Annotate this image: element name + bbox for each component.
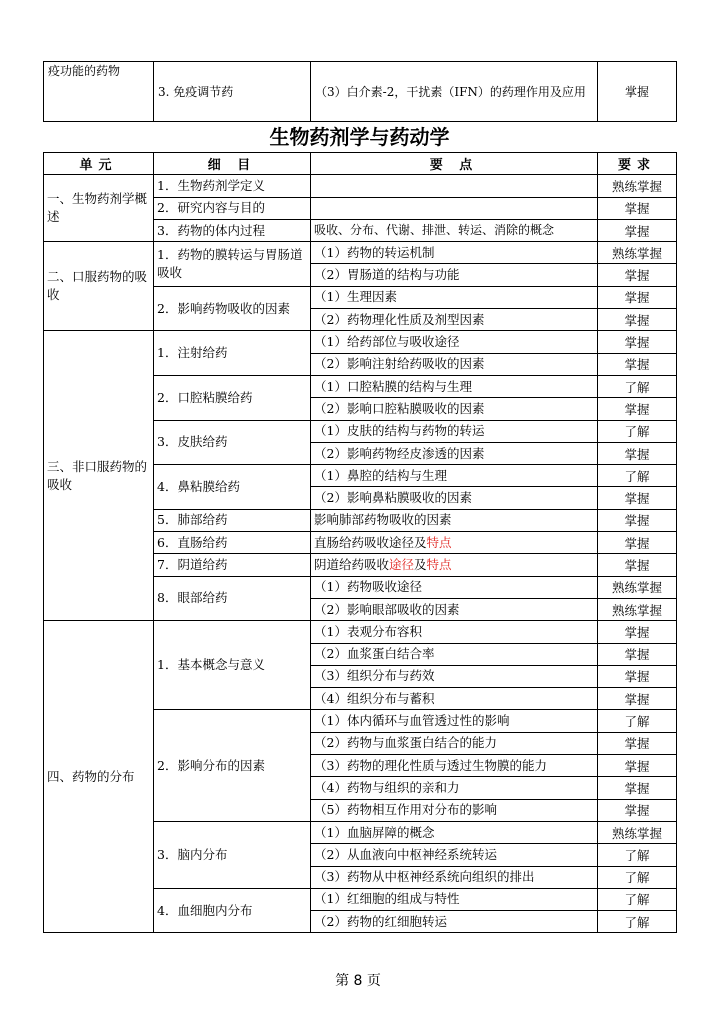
point-cell: （2）胃肠道的结构与功能 (311, 264, 598, 286)
requirement-cell: 熟练掌握 (598, 175, 677, 197)
unit-cell: 三、非口服药物的吸收 (44, 331, 154, 621)
requirement-cell: 了解 (598, 844, 677, 866)
point-cell: （2）从血液向中枢神经系统转运 (311, 844, 598, 866)
point-cell: （3）白介素-2，干扰素（IFN）的药理作用及应用 (311, 62, 598, 122)
detail-cell: 2．口腔粘膜给药 (154, 375, 311, 420)
point-cell: （3）组织分布与药效 (311, 665, 598, 687)
point-text: 及 (414, 556, 427, 572)
point-cell: （3）药物从中枢神经系统向组织的排出 (311, 866, 598, 888)
requirement-cell: 了解 (598, 710, 677, 732)
point-cell: （2）药物理化性质及剂型因素 (311, 309, 598, 331)
point-cell: （2）影响口腔粘膜吸收的因素 (311, 398, 598, 420)
requirement-cell: 了解 (598, 866, 677, 888)
highlighted-text: 特点 (426, 556, 452, 572)
point-cell: （2）血浆蛋白结合率 (311, 643, 598, 665)
point-cell: （1）皮肤的结构与药物的转运 (311, 420, 598, 442)
requirement-cell: 掌握 (598, 197, 677, 219)
point-cell: 影响肺部药物吸收的因素 (311, 509, 598, 531)
detail-cell: 6．直肠给药 (154, 532, 311, 554)
point-cell: （1）口腔粘膜的结构与生理 (311, 375, 598, 397)
requirement-cell: 掌握 (598, 509, 677, 531)
detail-cell: 1．药物的膜转运与胃肠道吸收 (154, 242, 311, 287)
unit-cell: 二、口服药物的吸收 (44, 242, 154, 331)
point-cell: （4）组织分布与蓄积 (311, 688, 598, 710)
requirement-cell: 了解 (598, 420, 677, 442)
detail-cell: 2．影响分布的因素 (154, 710, 311, 821)
point-cell: （2）影响注射给药吸收的因素 (311, 353, 598, 375)
requirement-cell: 了解 (598, 911, 677, 933)
point-cell: （1）药物的转运机制 (311, 242, 598, 264)
requirement-cell: 掌握 (598, 487, 677, 509)
point-cell: （1）表观分布容积 (311, 621, 598, 643)
point-cell: （1）生理因素 (311, 286, 598, 308)
syllabus-table (43, 152, 677, 933)
detail-cell: 5．肺部给药 (154, 509, 311, 531)
point-cell: （3）药物的理化性质与透过生物膜的能力 (311, 755, 598, 777)
point-cell: （2）影响药物经皮渗透的因素 (311, 442, 598, 464)
previous-section-table (43, 61, 677, 122)
point-cell-rectal (311, 532, 598, 554)
requirement-cell: 掌握 (598, 353, 677, 375)
requirement-cell: 熟练掌握 (598, 242, 677, 264)
detail-cell: 3．药物的体内过程 (154, 219, 311, 241)
requirement-cell: 了解 (598, 375, 677, 397)
requirement-cell: 掌握 (598, 554, 677, 576)
page-number: 第 8 页 (335, 973, 381, 989)
requirement-cell: 掌握 (598, 331, 677, 353)
requirement-cell: 熟练掌握 (598, 598, 677, 620)
requirement-cell: 掌握 (598, 665, 677, 687)
unit-cell: 四、药物的分布 (44, 621, 154, 933)
detail-cell: 4．血细胞内分布 (154, 888, 311, 933)
requirement-cell: 掌握 (598, 532, 677, 554)
point-cell (311, 197, 598, 219)
point-cell: （1）体内循环与血管透过性的影响 (311, 710, 598, 732)
detail-cell: 3．皮肤给药 (154, 420, 311, 465)
detail-cell: 7．阴道给药 (154, 554, 311, 576)
detail-cell: 3. 免疫调节药 (154, 62, 311, 122)
detail-cell: 2．研究内容与目的 (154, 197, 311, 219)
point-cell: （2）药物与血浆蛋白结合的能力 (311, 732, 598, 754)
requirement-cell: 掌握 (598, 688, 677, 710)
header-unit: 单元 (44, 153, 154, 175)
requirement-cell: 熟练掌握 (598, 576, 677, 598)
requirement-cell: 熟练掌握 (598, 821, 677, 843)
unit-cell: 一、生物药剂学概述 (44, 175, 154, 242)
detail-cell: 4．鼻粘膜给药 (154, 465, 311, 510)
detail-cell: 1．注射给药 (154, 331, 311, 376)
requirement-cell: 掌握 (598, 442, 677, 464)
point-cell: （1）鼻腔的结构与生理 (311, 465, 598, 487)
detail-cell: 3．脑内分布 (154, 821, 311, 888)
point-cell: （1）药物吸收途径 (311, 576, 598, 598)
point-cell (311, 175, 598, 197)
header-detail: 细 目 (154, 153, 311, 175)
requirement-cell: 掌握 (598, 643, 677, 665)
detail-cell: 1．基本概念与意义 (154, 621, 311, 710)
requirement-cell: 掌握 (598, 799, 677, 821)
highlighted-text: 途径 (389, 556, 415, 572)
point-cell: （5）药物相互作用对分布的影响 (311, 799, 598, 821)
highlighted-text: 特点 (426, 534, 452, 550)
point-cell: （1）血脑屏障的概念 (311, 821, 598, 843)
unit-cell: 疫功能的药物 (44, 62, 154, 122)
requirement-cell: 掌握 (598, 309, 677, 331)
detail-cell: 2．影响药物吸收的因素 (154, 286, 311, 331)
requirement-cell: 掌握 (598, 755, 677, 777)
detail-cell: 1．生物药剂学定义 (154, 175, 311, 197)
requirement-cell: 掌握 (598, 398, 677, 420)
point-text: 直肠给药吸收途径及 (314, 534, 427, 550)
requirement-cell: 掌握 (598, 777, 677, 799)
header-requirement: 要求 (598, 153, 677, 175)
point-cell: （2）影响鼻粘膜吸收的因素 (311, 487, 598, 509)
section-title: 生物药剂学与药动学 (269, 125, 450, 149)
requirement-cell: 了解 (598, 888, 677, 910)
requirement-cell: 掌握 (598, 621, 677, 643)
point-cell: （1）红细胞的组成与特性 (311, 888, 598, 910)
point-cell: 吸收、分布、代谢、排泄、转运、消除的概念 (311, 219, 598, 241)
point-text: 阴道给药吸收 (314, 556, 390, 572)
header-point: 要 点 (311, 153, 598, 175)
requirement-cell: 掌握 (598, 732, 677, 754)
point-cell: （1）给药部位与吸收途径 (311, 331, 598, 353)
requirement-cell: 掌握 (598, 62, 677, 122)
requirement-cell: 掌握 (598, 219, 677, 241)
requirement-cell: 了解 (598, 465, 677, 487)
point-cell: （4）药物与组织的亲和力 (311, 777, 598, 799)
requirement-cell: 掌握 (598, 264, 677, 286)
detail-cell: 8．眼部给药 (154, 576, 311, 621)
requirement-cell: 掌握 (598, 286, 677, 308)
point-cell: （2）影响眼部吸收的因素 (311, 598, 598, 620)
point-cell-vaginal (311, 554, 598, 576)
point-cell: （2）药物的红细胞转运 (311, 911, 598, 933)
